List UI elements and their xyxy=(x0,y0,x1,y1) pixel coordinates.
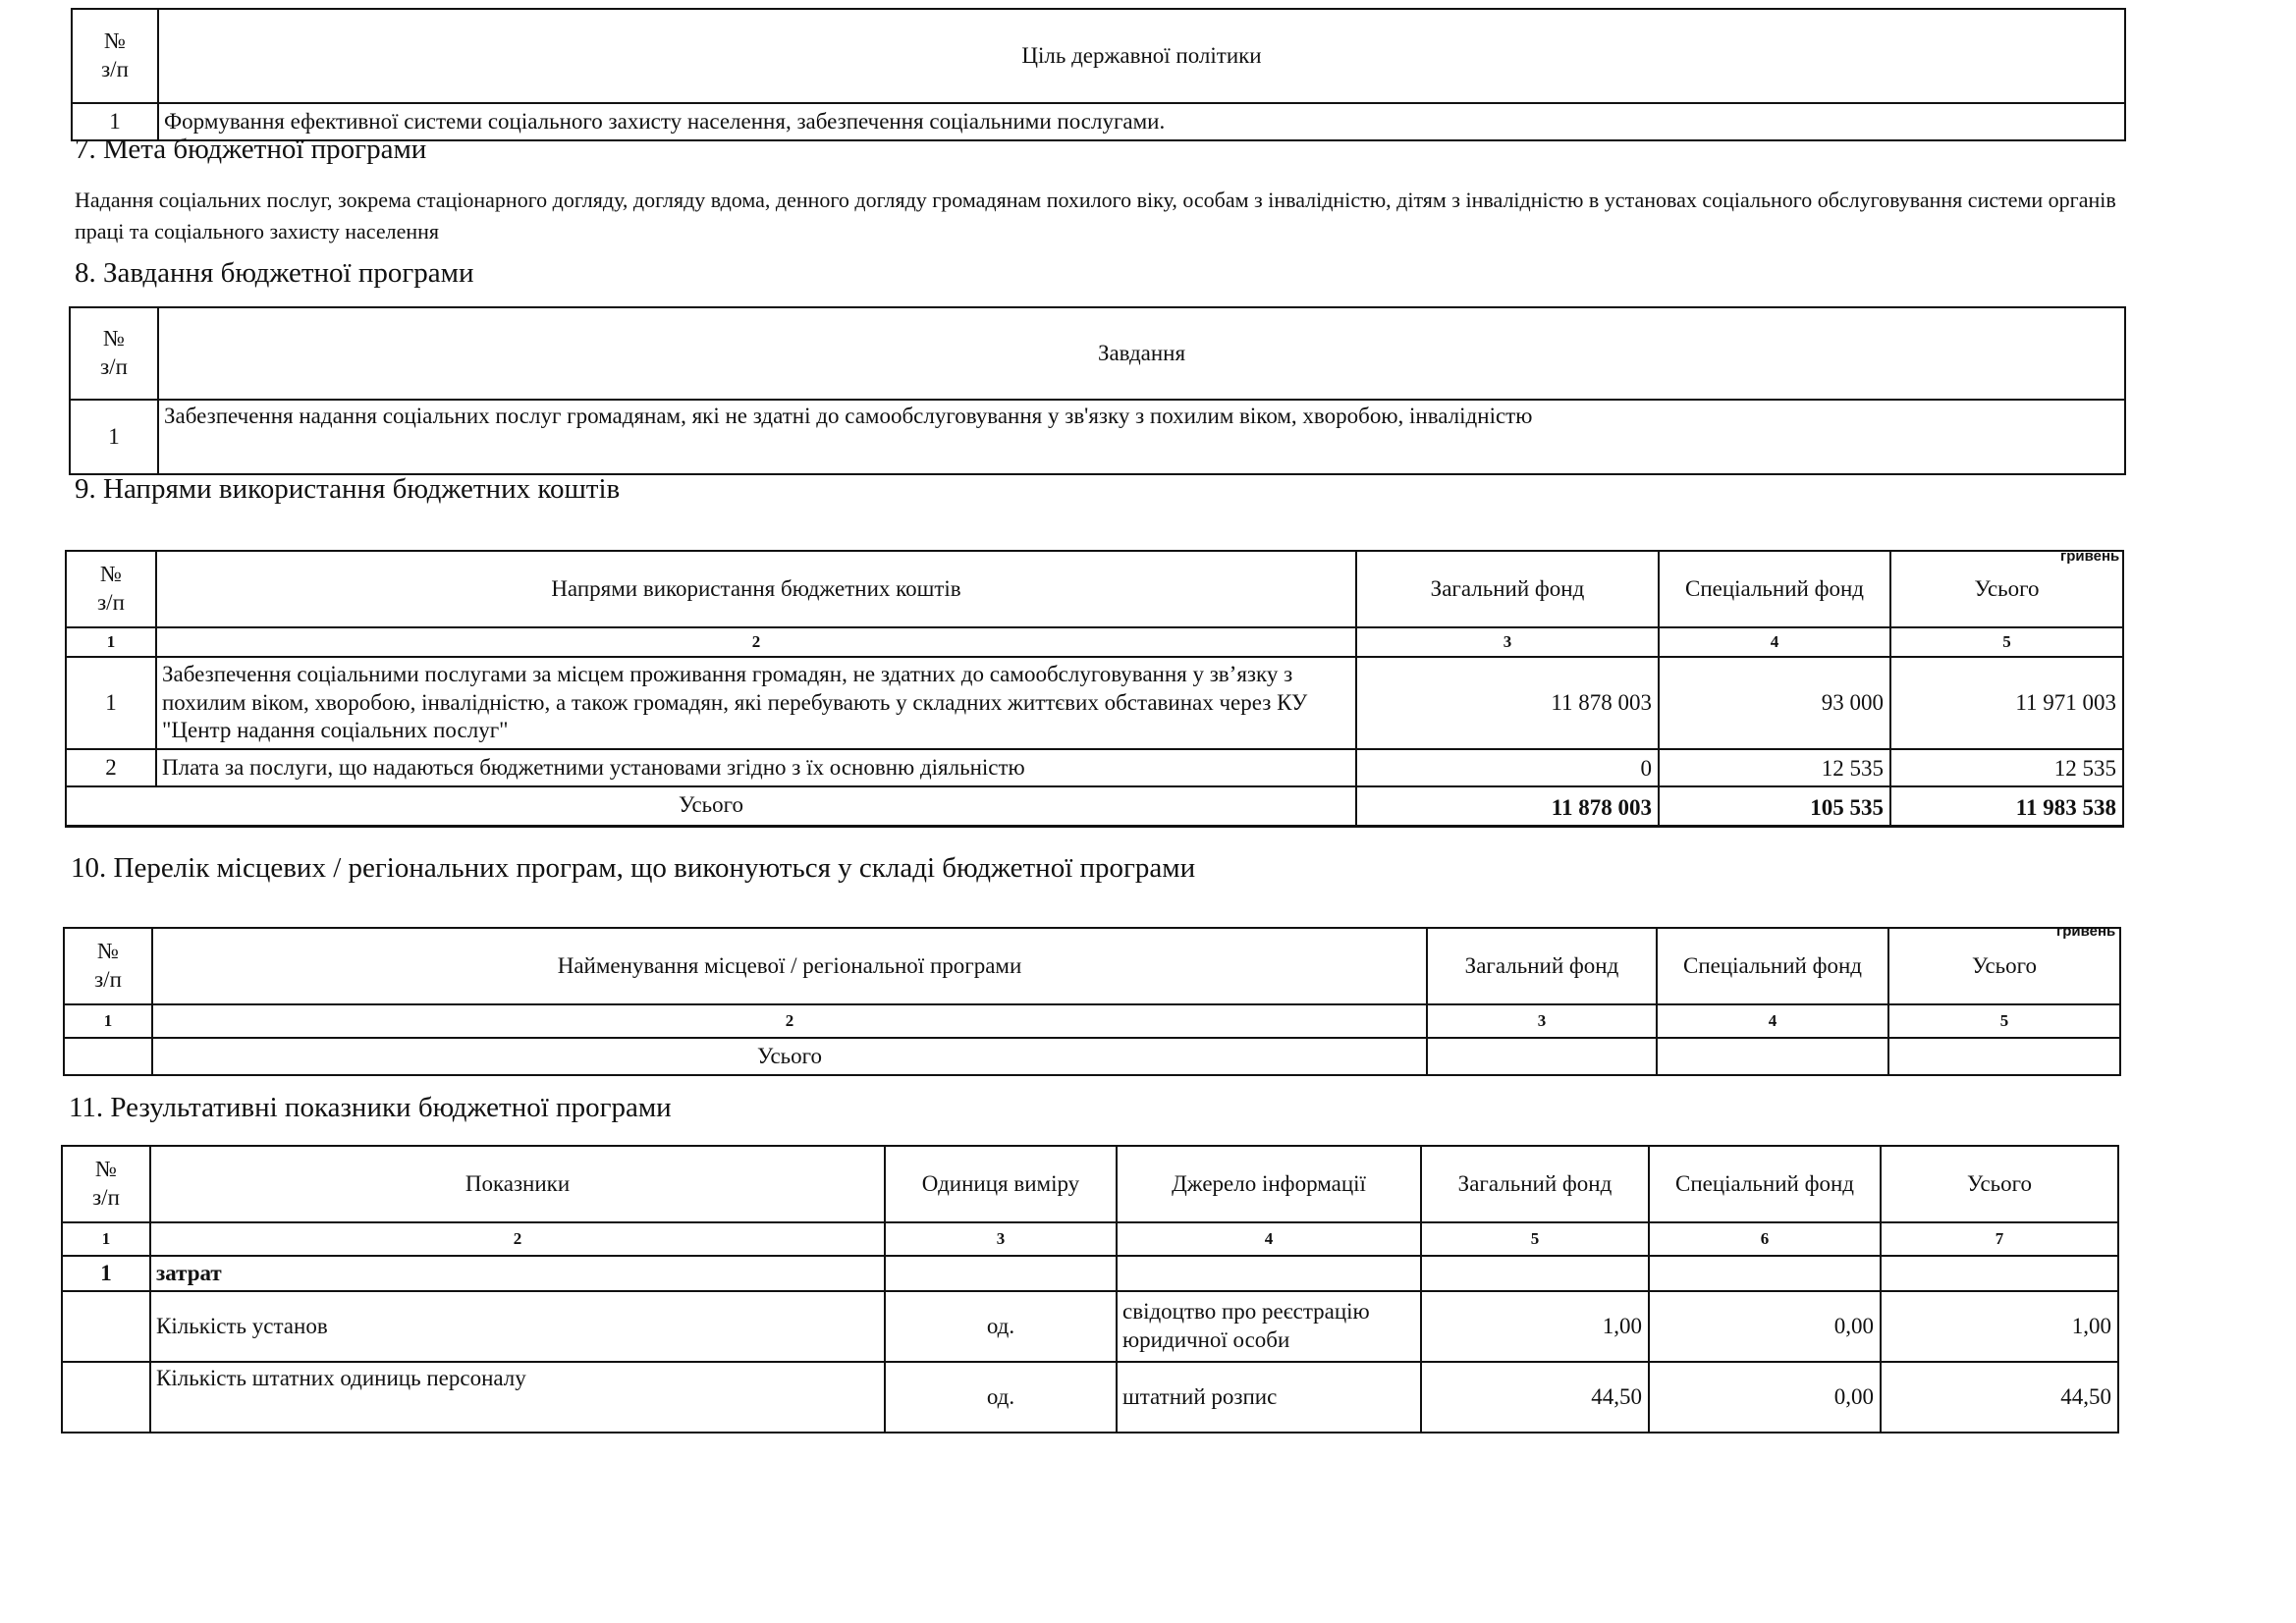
dir-col-special: Спеціальний фонд xyxy=(1659,551,1890,627)
ind-colnum: 2 xyxy=(150,1222,885,1256)
prog-col-special: Спеціальний фонд xyxy=(1657,928,1888,1004)
ind-row-total: 1,00 xyxy=(1881,1291,2118,1362)
prog-total-special xyxy=(1657,1038,1888,1075)
table-row xyxy=(62,1362,2118,1433)
dir-row-general: 11 878 003 xyxy=(1356,657,1659,749)
prog-col-general: Загальний фонд xyxy=(1427,928,1657,1004)
empty-cell xyxy=(885,1256,1117,1291)
prog-col-name: Найменування місцевої / регіональної програми xyxy=(152,928,1427,1004)
ind-col-unit: Одиниця виміру xyxy=(885,1146,1117,1222)
dir-row-num: 2 xyxy=(66,749,156,786)
prog-col-num: № з/п xyxy=(64,928,152,1004)
tasks-row-num: 1 xyxy=(70,400,158,474)
ind-row-source: штатний розпис xyxy=(1117,1362,1421,1433)
prog-total-label: Усього xyxy=(152,1038,1427,1075)
dir-col-name: Напрями використання бюджетних коштів xyxy=(156,551,1356,627)
empty-cell xyxy=(62,1362,150,1433)
policy-row-num: 1 xyxy=(72,103,158,140)
ind-row-name: Кількість штатних одиниць персоналу xyxy=(150,1362,885,1433)
ind-col-source: Джерело інформації xyxy=(1117,1146,1421,1222)
dir-total-label: Усього xyxy=(66,786,1356,826)
empty-cell xyxy=(1881,1256,2118,1291)
dir-col-general: Загальний фонд xyxy=(1356,551,1659,627)
ind-col-num: № з/п xyxy=(62,1146,150,1222)
dir-colnum: 5 xyxy=(1890,627,2123,657)
prog-col-total: Усього xyxy=(1888,928,2120,1004)
empty-cell xyxy=(62,1291,150,1362)
dir-colnum: 3 xyxy=(1356,627,1659,657)
ind-row-special: 0,00 xyxy=(1649,1362,1881,1433)
section7-heading: 7. Мета бюджетної програми xyxy=(75,134,427,165)
prog-colnum: 4 xyxy=(1657,1004,1888,1038)
tasks-row-text: Забезпечення надання соціальних послуг громадянам, які не здатні до самообслуговування у зв'язку з похилим віком, хворобою, інвалідністю xyxy=(158,400,2125,474)
dir-colnum: 2 xyxy=(156,627,1356,657)
ind-row-name: Кількість установ xyxy=(150,1291,885,1362)
prog-colnum: 2 xyxy=(152,1004,1427,1038)
tasks-table xyxy=(69,306,2126,475)
ind-colnum: 1 xyxy=(62,1222,150,1256)
prog-total-total xyxy=(1888,1038,2120,1075)
dir-row-num: 1 xyxy=(66,657,156,749)
performance-indicators-table xyxy=(61,1145,2119,1434)
table-row xyxy=(62,1291,2118,1362)
ind-row-unit: од. xyxy=(885,1362,1117,1433)
dir-row-name: Забезпечення соціальними послугами за місцем проживання громадян, не здатних до самообслуговування у зв’язку з похилим віком, хворобою, інвалідністю, а також громадян, які перебувають у складних життєвих обставинах через КУ "Центр надання соціальних послуг" xyxy=(156,657,1356,749)
dir-total-special: 105 535 xyxy=(1659,786,1890,826)
ind-colnum: 5 xyxy=(1421,1222,1649,1256)
ind-group-name: затрат xyxy=(150,1256,885,1291)
ind-row-general: 44,50 xyxy=(1421,1362,1649,1433)
table-row xyxy=(66,749,2123,786)
total-row xyxy=(64,1038,2120,1075)
section10-unit: гривень xyxy=(2056,923,2116,940)
ind-col-special: Спеціальний фонд xyxy=(1649,1146,1881,1222)
section7-text: Надання соціальних послуг, зокрема стаціонарного догляду, догляду вдома, денного догляду громадянам похилого віку, особам з інвалідністю, дітям з інвалідністю в установах соціального обслуговування системи органів праці та соціального захисту населення xyxy=(75,188,2116,243)
policy-goal-table xyxy=(71,8,2126,141)
prog-total-general xyxy=(1427,1038,1657,1075)
section11-heading: 11. Результативні показники бюджетної програми xyxy=(69,1092,672,1123)
ind-colnum: 3 xyxy=(885,1222,1117,1256)
tasks-col-num: № з/п xyxy=(70,307,158,400)
section9-heading: 9. Напрями використання бюджетних коштів xyxy=(75,473,621,505)
group-row xyxy=(62,1256,2118,1291)
prog-colnum: 5 xyxy=(1888,1004,2120,1038)
ind-row-total: 44,50 xyxy=(1881,1362,2118,1433)
policy-row-text: Формування ефективної системи соціального захисту населення, забезпечення соціальними послугами. xyxy=(158,103,2125,140)
ind-row-source: свідоцтво про реєстрацію юридичної особи xyxy=(1117,1291,1421,1362)
dir-colnum: 4 xyxy=(1659,627,1890,657)
empty-cell xyxy=(1649,1256,1881,1291)
dir-row-general: 0 xyxy=(1356,749,1659,786)
section9-unit: гривень xyxy=(2060,548,2120,565)
policy-col-goal: Ціль державної політики xyxy=(158,9,2125,103)
dir-row-total: 12 535 xyxy=(1890,749,2123,786)
ind-colnum: 4 xyxy=(1117,1222,1421,1256)
tasks-col-task: Завдання xyxy=(158,307,2125,400)
empty-cell xyxy=(1421,1256,1649,1291)
ind-col-total: Усього xyxy=(1881,1146,2118,1222)
ind-colnum: 7 xyxy=(1881,1222,2118,1256)
dir-total-general: 11 878 003 xyxy=(1356,786,1659,826)
dir-col-total: Усього xyxy=(1890,551,2123,627)
total-row xyxy=(66,786,2123,826)
section8-heading: 8. Завдання бюджетної програми xyxy=(75,257,474,289)
section10-heading: 10. Перелік місцевих / регіональних програм, що виконуються у складі бюджетної програми xyxy=(71,852,1196,884)
budget-directions-table xyxy=(65,550,2124,828)
prog-colnum: 3 xyxy=(1427,1004,1657,1038)
ind-colnum: 6 xyxy=(1649,1222,1881,1256)
ind-col-general: Загальний фонд xyxy=(1421,1146,1649,1222)
ind-row-general: 1,00 xyxy=(1421,1291,1649,1362)
dir-row-special: 93 000 xyxy=(1659,657,1890,749)
ind-group-num: 1 xyxy=(62,1256,150,1291)
local-programs-table xyxy=(63,927,2121,1076)
dir-colnum: 1 xyxy=(66,627,156,657)
dir-col-num: № з/п xyxy=(66,551,156,627)
ind-row-special: 0,00 xyxy=(1649,1291,1881,1362)
table-row xyxy=(66,657,2123,749)
dir-row-name: Плата за послуги, що надаються бюджетними установами згідно з їх основню діяльністю xyxy=(156,749,1356,786)
dir-row-total: 11 971 003 xyxy=(1890,657,2123,749)
dir-row-special: 12 535 xyxy=(1659,749,1890,786)
dir-total-total: 11 983 538 xyxy=(1890,786,2123,826)
empty-cell xyxy=(1117,1256,1421,1291)
policy-col-num: № з/п xyxy=(72,9,158,103)
prog-total-empty xyxy=(64,1038,152,1075)
prog-colnum: 1 xyxy=(64,1004,152,1038)
ind-col-indicator: Показники xyxy=(150,1146,885,1222)
ind-row-unit: од. xyxy=(885,1291,1117,1362)
